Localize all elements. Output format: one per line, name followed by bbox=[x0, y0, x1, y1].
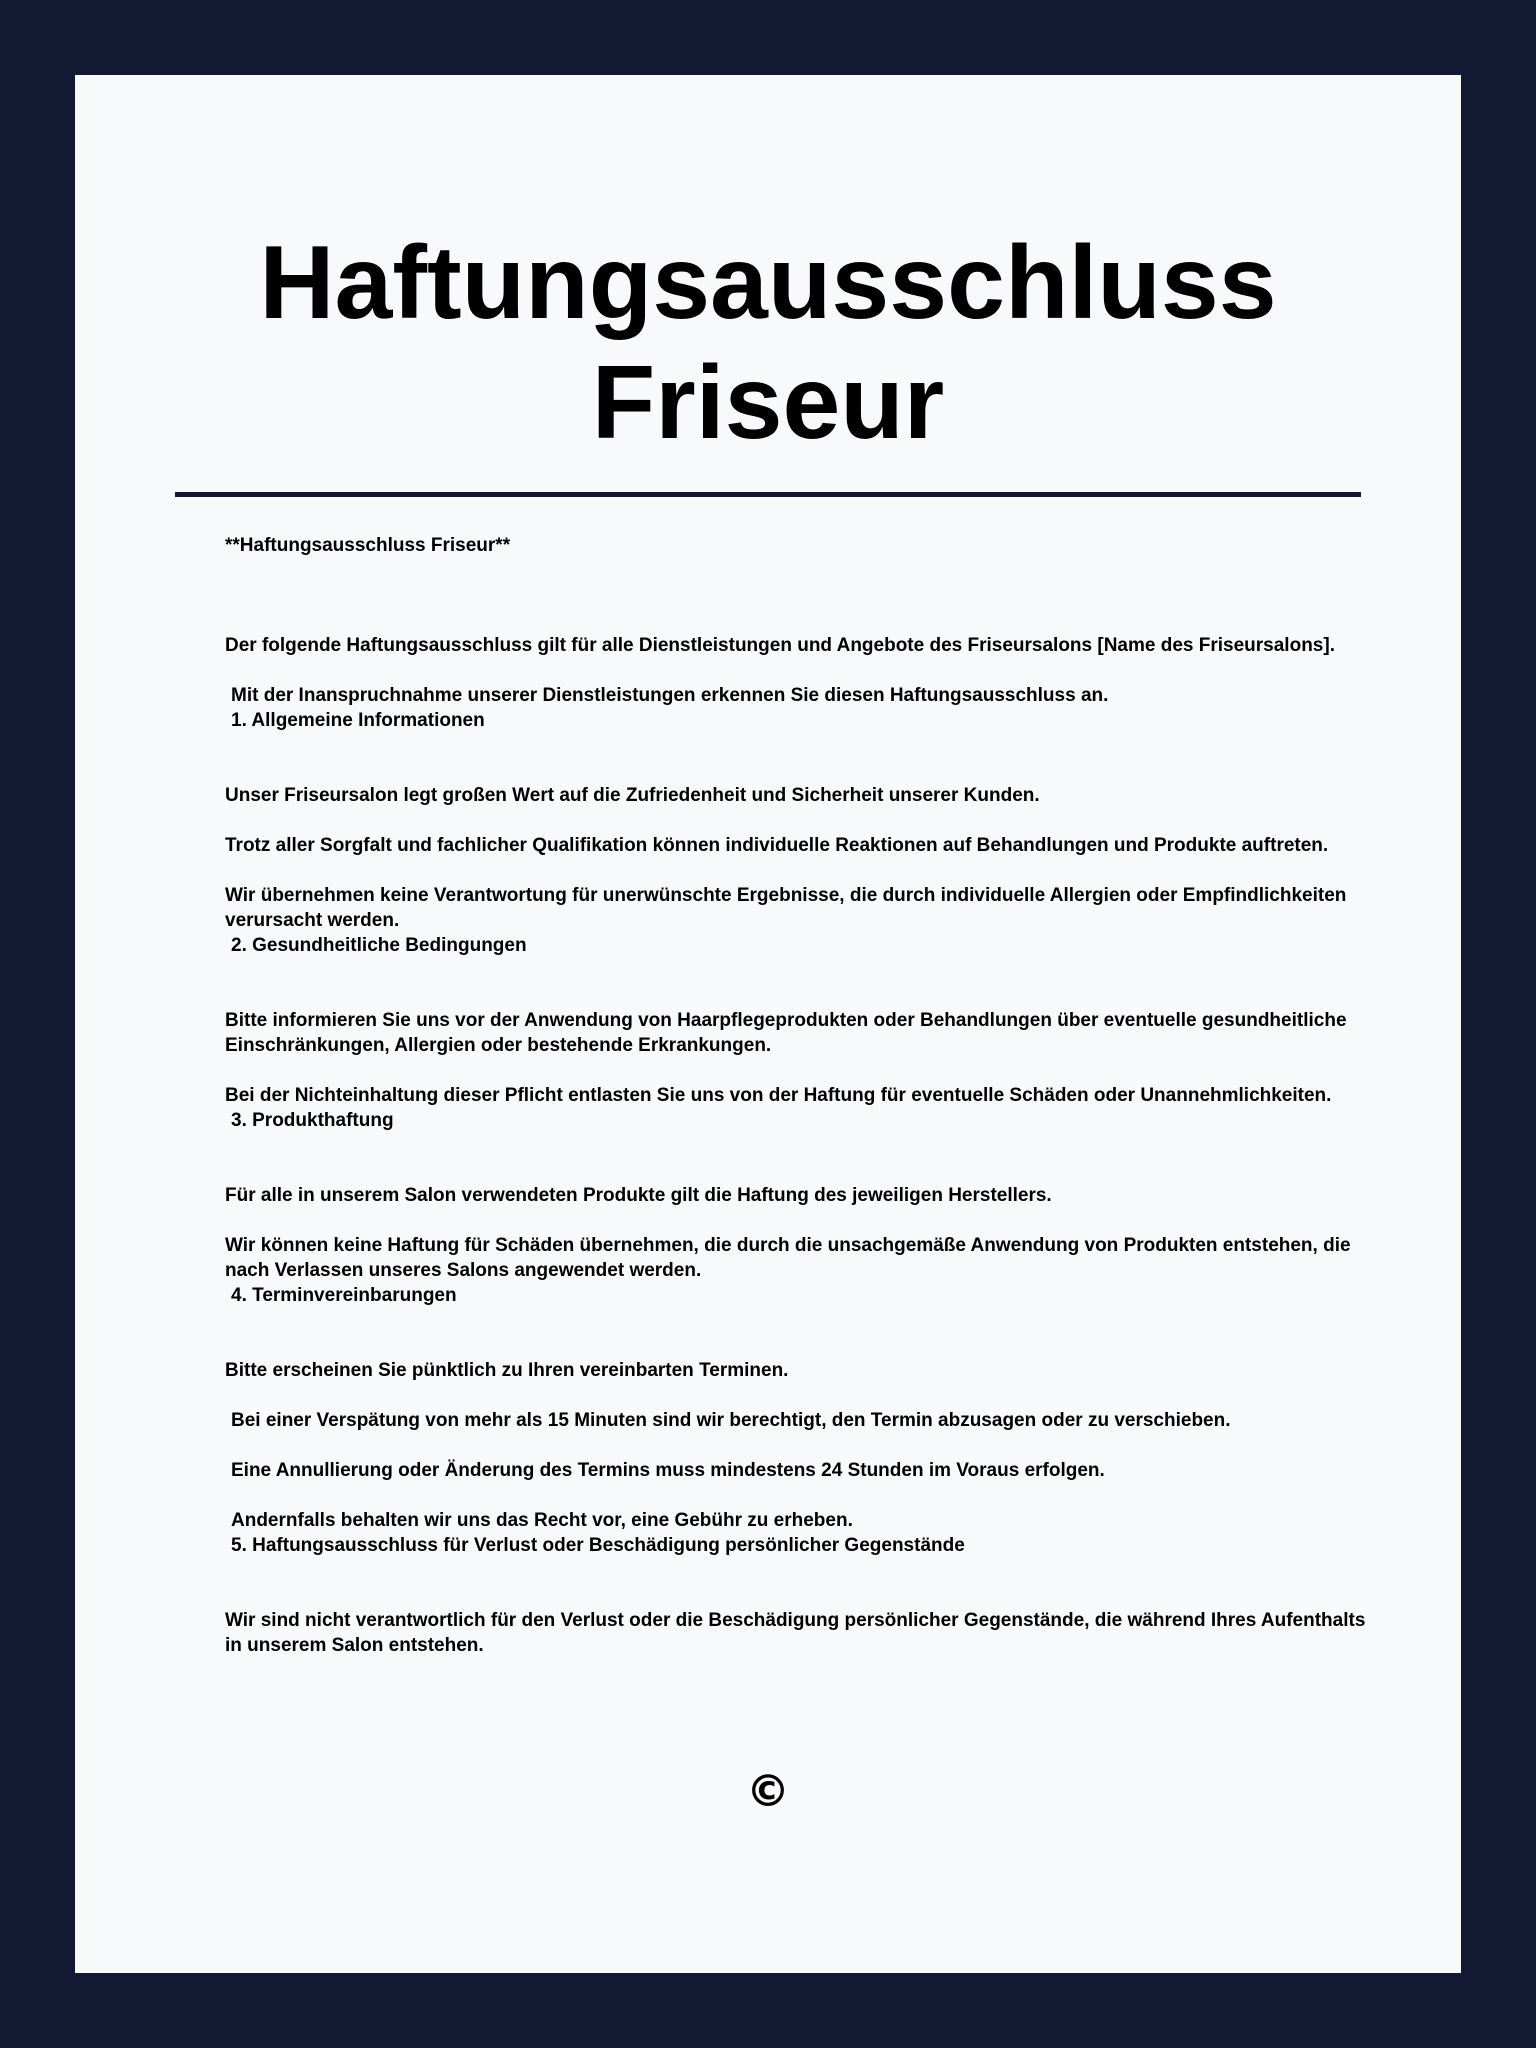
intro-paragraph-2: Mit der Inanspruchnahme unserer Dienstleistungen erkennen Sie diesen Haftungsausschluss an. bbox=[231, 685, 1109, 706]
section-4-paragraph-2: Bei einer Verspätung von mehr als 15 Minuten sind wir berechtigt, den Termin abzusagen oder zu verschieben. bbox=[231, 1410, 1231, 1431]
section-2-paragraph-2: Bei der Nichteinhaltung dieser Pflicht entlasten Sie uns von der Haftung für eventuelle Schäden oder Unannehmlichkeiten. bbox=[225, 1085, 1332, 1106]
section-3-title: 3. Produkthaftung bbox=[231, 1110, 394, 1131]
section-1-paragraph-2: Trotz aller Sorgfalt und fachlicher Qualifikation können individuelle Reaktionen auf Behandlungen und Produkte auftreten. bbox=[225, 835, 1329, 856]
section-1-paragraph-1: Unser Friseursalon legt großen Wert auf die Zufriedenheit und Sicherheit unserer Kunden. bbox=[225, 785, 1040, 806]
section-4-paragraph-1: Bitte erscheinen Sie pünktlich zu Ihren vereinbarten Terminen. bbox=[225, 1360, 789, 1381]
document-page bbox=[75, 75, 1461, 1973]
document-title bbox=[75, 223, 1461, 463]
body-heading: **Haftungsausschluss Friseur** bbox=[225, 535, 511, 556]
intro-paragraph-1: Der folgende Haftungsausschluss gilt für alle Dienstleistungen und Angebote des Friseursalons [Name des Friseursalons]. bbox=[225, 635, 1335, 656]
copyright-icon: © bbox=[746, 1766, 790, 1817]
title-divider bbox=[175, 492, 1361, 497]
title-line-1: Haftungsausschluss bbox=[259, 225, 1277, 341]
section-5-title: 5. Haftungsausschluss für Verlust oder Beschädigung persönlicher Gegenstände bbox=[231, 1535, 965, 1556]
section-2-paragraph-1: Bitte informieren Sie uns vor der Anwendung von Haarpflegeprodukten oder Behandlungen über eventuelle gesundheitliche Einschränkungen, Allergien oder bestehende Erkrankungen. bbox=[225, 1010, 1347, 1056]
section-2-title: 2. Gesundheitliche Bedingungen bbox=[231, 935, 527, 956]
section-4-title: 4. Terminvereinbarungen bbox=[231, 1285, 457, 1306]
section-1-paragraph-3: Wir übernehmen keine Verantwortung für unerwünschte Ergebnisse, die durch individuelle Allergien oder Empfindlichkeiten verursacht werden. bbox=[225, 885, 1347, 931]
title-line-2: Friseur bbox=[591, 345, 945, 461]
section-3-paragraph-2: Wir können keine Haftung für Schäden übernehmen, die durch die unsachgemäße Anwendung von Produkten entstehen, die nach Verlassen unseres Salons angewendet werden. bbox=[225, 1235, 1351, 1281]
document-body bbox=[225, 533, 1375, 1658]
section-5-paragraph-1: Wir sind nicht verantwortlich für den Verlust oder die Beschädigung persönlicher Gegenstände, die während Ihres Aufenthalts in unserem Salon entstehen. bbox=[225, 1610, 1366, 1656]
section-3-paragraph-1: Für alle in unserem Salon verwendeten Produkte gilt die Haftung des jeweiligen Herstellers. bbox=[225, 1185, 1052, 1206]
section-4-paragraph-3: Eine Annullierung oder Änderung des Termins muss mindestens 24 Stunden im Voraus erfolgen. bbox=[231, 1460, 1105, 1481]
section-4-paragraph-4: Andernfalls behalten wir uns das Recht vor, eine Gebühr zu erheben. bbox=[231, 1510, 853, 1531]
section-1-title: 1. Allgemeine Informationen bbox=[231, 710, 485, 731]
